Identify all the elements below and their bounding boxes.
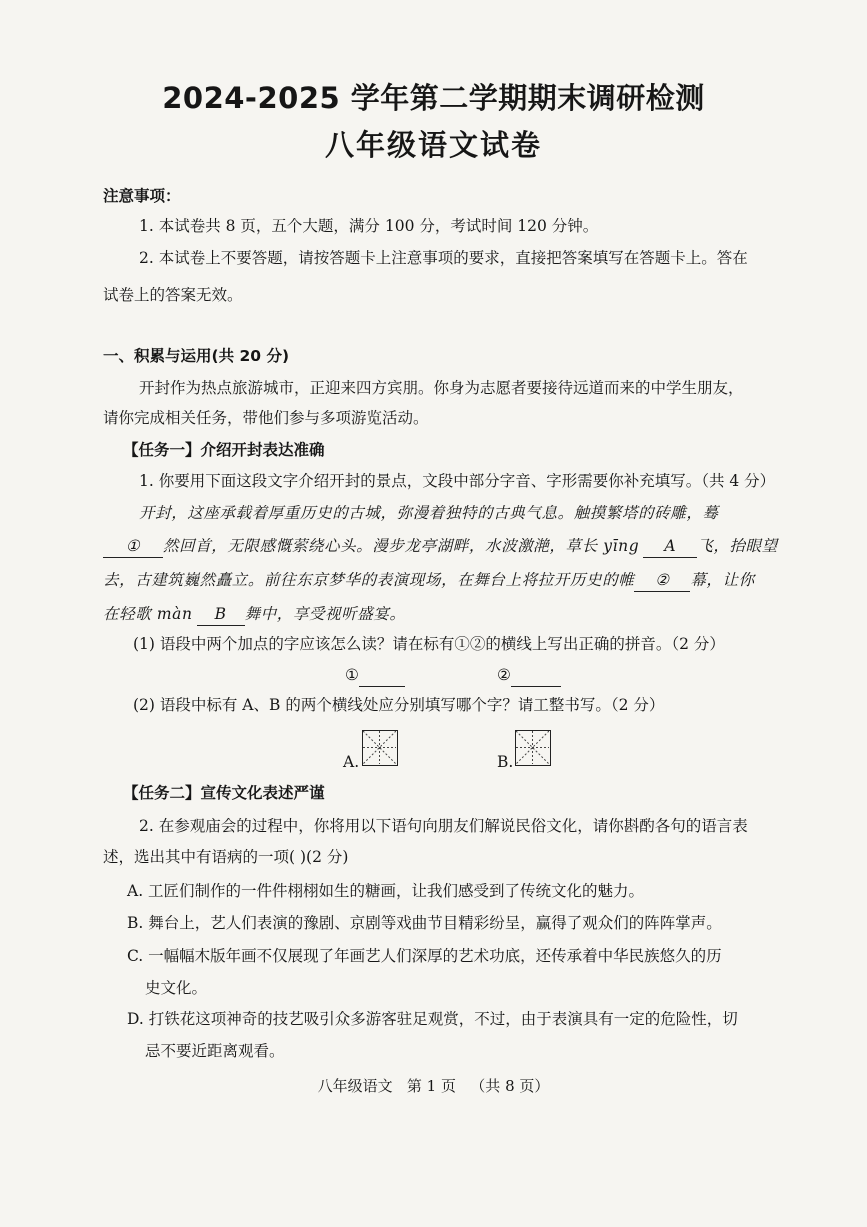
pinyin-answer-2: ② xyxy=(497,664,561,687)
blank-2[interactable]: ② xyxy=(634,569,690,592)
question-2-line-1: 2. 在参观庙会的过程中，你将用以下语句向朋友们解说民俗文化，请你斟酌各句的语言表 xyxy=(139,817,748,835)
notice-item-2-line-2: 试卷上的答案无效。 xyxy=(103,286,243,304)
exam-subtitle: 八年级语文试卷 xyxy=(324,128,542,162)
pinyin-blank-2[interactable] xyxy=(511,664,561,687)
exam-title: 2024-2025 学年第二学期期末调研检测 xyxy=(162,81,705,115)
sub-question-2: (2) 语段中标有 A、B 的两个横线处应分别填写哪个字？请工整书写。（2 分） xyxy=(133,696,665,714)
notice-heading: 注意事项： xyxy=(103,187,181,205)
passage-line-3: 去，古建筑巍然矗立。前往东京梦华的表演现场，在舞台上将拉开历史的帷 ② 幕，让你 xyxy=(103,569,755,592)
passage-line-2: ① 然回首，无限感慨萦绕心头。漫步龙亭湖畔，水波激滟，草长 yīng A 飞，抬眼望 xyxy=(103,535,778,558)
blank-1[interactable]: ① xyxy=(103,535,163,558)
notice-item-2-line-1: 2. 本试卷上不要答题，请按答题卡上注意事项的要求，直接把答案填写在答题卡上。答在 xyxy=(139,249,748,267)
blank-a[interactable]: A xyxy=(643,535,697,558)
option-d-line-2: 忌不要近距离观看。 xyxy=(145,1042,285,1060)
section-1-heading: 一、积累与运用(共 20 分) xyxy=(103,347,290,365)
section-1-intro-line-1: 开封作为热点旅游城市，正迎来四方宾朋。你身为志愿者要接待远道而来的中学生朋友， xyxy=(139,379,744,397)
page-footer: 八年级语文 第 1 页 （共 8 页） xyxy=(317,1077,550,1095)
question-2-line-2: 述，选出其中有语病的一项( )(2 分) xyxy=(103,848,349,866)
pinyin-blank-1[interactable] xyxy=(359,664,405,687)
option-d-line-1: D. 打铁花这项神奇的技艺吸引众多游客驻足观赏，不过，由于表演具有一定的危险性，切 xyxy=(127,1010,738,1028)
option-c-line-1: C. 一幅幅木版年画不仅展现了年画艺人们深厚的艺术功底，还传承着中华民族悠久的历 xyxy=(127,947,722,965)
notice-item-1: 1. 本试卷共 8 页，五个大题，满分 100 分，考试时间 120 分钟。 xyxy=(139,217,599,235)
task-1-heading: 【任务一】介绍开封表达准确 xyxy=(123,441,325,459)
question-1: 1. 你要用下面这段文字介绍开封的景点，文段中部分字音、字形需要你补充填写。（共 4 分） xyxy=(139,472,776,490)
pinyin-answer-1: ① xyxy=(345,664,405,687)
option-c-line-2: 史文化。 xyxy=(145,979,208,997)
passage-line-1: 开封，这座承载着厚重历史的古城，弥漫着独特的古典气息。触摸繁塔的砖雕，蓦 xyxy=(139,504,719,522)
blank-b[interactable]: B xyxy=(197,603,245,626)
option-a: A. 工匠们制作的一件件栩栩如生的糖画，让我们感受到了传统文化的魅力。 xyxy=(127,882,645,900)
option-b: B. 舞台上，艺人们表演的豫剧、京剧等戏曲节目精彩纷呈，赢得了观众们的阵阵掌声。 xyxy=(127,914,722,932)
sub-question-1: (1) 语段中两个加点的字应该怎么读？请在标有①②的横线上写出正确的拼音。（2 分） xyxy=(133,635,725,653)
box-b-label: B. xyxy=(497,753,514,771)
writing-grid-a[interactable] xyxy=(362,730,398,766)
box-a-label: A. xyxy=(343,753,360,771)
grid-pattern-icon xyxy=(516,731,549,764)
passage-line-4: 在轻歌 màn B 舞中，享受视听盛宴。 xyxy=(103,603,406,626)
grid-pattern-icon xyxy=(363,731,396,764)
writing-grid-b[interactable] xyxy=(515,730,551,766)
task-2-heading: 【任务二】宣传文化表述严谨 xyxy=(123,784,325,802)
section-1-intro-line-2: 请你完成相关任务，带他们参与多项游览活动。 xyxy=(103,409,429,427)
